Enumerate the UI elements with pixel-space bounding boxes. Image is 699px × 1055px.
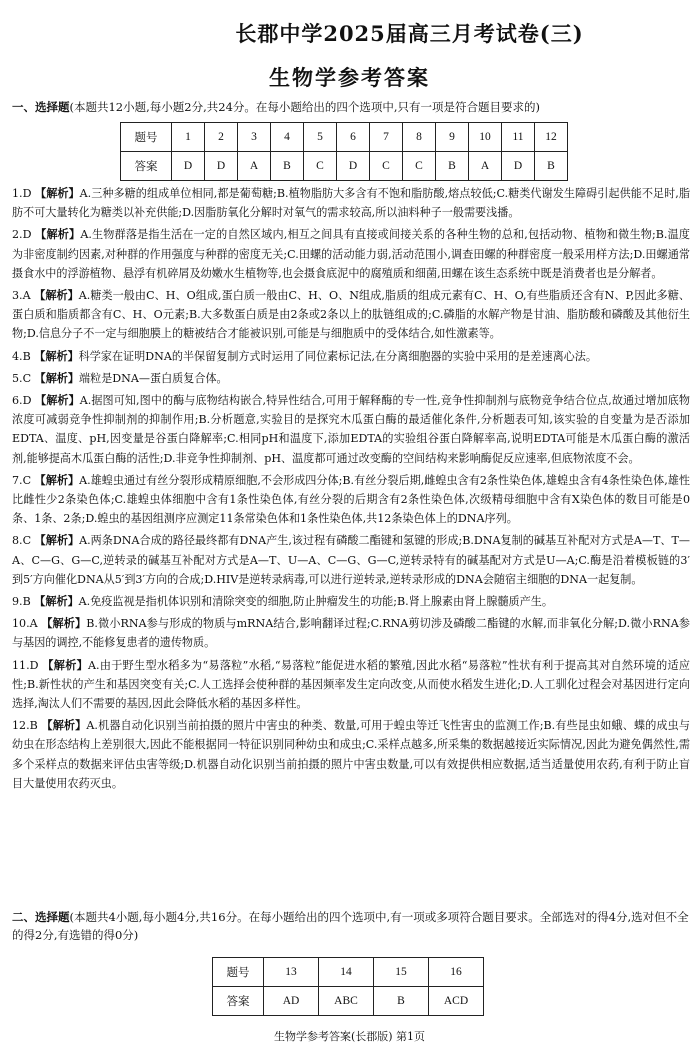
answer-row-label: 答案 (213, 987, 264, 1016)
analysis-tag: 【解析】 (34, 534, 80, 548)
q-number: 7 (370, 123, 403, 152)
answer-cell: ABC (319, 987, 374, 1016)
item-number: 10.A (12, 617, 38, 631)
explanation-item (12, 225, 690, 283)
explanation-item (12, 347, 690, 366)
item-text: A.生物群落是指生活在一定的自然区域内,相互之间具有直接或间接关系的各种生物的总和,包括动物、植物和微生物;B.温度为非密度制约因素,对种群的作用强度与种群的密度无关;C.田螺的活动能力弱,活动范围小,调查田螺的种群密度一般采用样方法;D.田螺通常摄食水中的浮游植物、悬浮有机碎屑及幼嫩水生植物等,也会摄食底泥中的腐殖质和细菌,田螺在该生态系统中既是消费者也是分解者。 (12, 228, 690, 280)
section2-heading-bold: 二、选择题 (12, 910, 70, 924)
explanation-item (12, 391, 690, 468)
number-row-label: 题号 (121, 123, 172, 152)
q-number: 1 (172, 123, 205, 152)
explanation-item (12, 286, 690, 344)
answer-cell: D (337, 152, 370, 181)
analysis-tag: 【解析】 (35, 228, 81, 242)
q-number: 5 (304, 123, 337, 152)
q-number: 16 (429, 958, 484, 987)
item-text: A.三种多糖的组成单位相同,都是葡萄糖;B.植物脂肪大多含有不饱和脂肪酸,熔点较低;C.糖类代谢发生障碍引起供能不足时,脂肪不可大量转化为糖类以补充供能;D.因脂肪氧化分解时对氧气的需求较高,所以油料种子一般需要浅播。 (12, 187, 690, 220)
answer-cell: B (271, 152, 304, 181)
section1-heading (12, 98, 690, 116)
item-number: 12.B (12, 719, 38, 733)
item-text: 科学家在证明DNA的半保留复制方式时运用了同位素标记法,在分离细胞器的实验中采用的是差速离心法。 (78, 349, 597, 363)
explanations-list (12, 184, 690, 796)
answer-cell: B (436, 152, 469, 181)
item-text: A.免疫监视是指机体识别和清除突变的细胞,防止肿瘤发生的功能;B.肾上腺素由肾上腺髓质产生。 (78, 595, 553, 609)
answer-cell: A (238, 152, 271, 181)
explanation-item (12, 369, 690, 388)
analysis-tag: 【解析】 (34, 289, 79, 303)
answer-cell: C (370, 152, 403, 181)
item-text: B.微小RNA参与形成的物质与mRNA结合,影响翻译过程;C.RNA剪切涉及磷酸二酯键的水解,而非氧化分解;D.微小RNA参与基因的调控,不能修复患者的遗传物质。 (12, 617, 690, 650)
answer-cell: D (205, 152, 238, 181)
analysis-tag: 【解析】 (35, 187, 80, 200)
item-text: A.糖类一般由C、H、O组成,蛋白质一般由C、H、O、N组成,脂质的组成元素有C、H、O,有些脂质还含有N、P,因此多糖、蛋白质和脂质都含有C、H、O元素;B.大多数蛋白质是由2条或2条以上的肽链组成的;C.磷脂的水解产物是甘油、脂肪酸和磷酸及其他衍生物;D.信息分子不一定与细胞膜上的糖被结合才能被识别,可能是与细胞质中的受体结合,如性激素等。 (12, 289, 690, 341)
explanation-item (12, 656, 690, 714)
q-number: 9 (436, 123, 469, 152)
item-text: A.由于野生型水稻多为“易落粒”水稻,“易落粒”能促进水稻的繁殖,因此水稻“易落粒”性状有利于提高其对自然环境的适应性;B.新性状的产生和基因突变有关;C.人工选择会使种群的基因频率发生定向改变,从而使水稻发生进化;D.人工驯化过程会对基因进行定向选择,淘汰人们不需要的基因,因此会降低水稻的基因多样性。 (12, 658, 690, 711)
page-footer: 生物学参考答案(长郡版) 第1页 (273, 1030, 426, 1043)
answer-cell: C (403, 152, 436, 181)
section2-answer-table (212, 957, 484, 1016)
section2-heading-rest: (本题共4小题,每小题4分,共16分。在每小题给出的四个选项中,有一项或多项符合题目要求。全部选对的得4分,选对但不全的得2分,有选错的得0分) (12, 910, 689, 942)
answer-cell: C (304, 152, 337, 181)
q-number: 4 (271, 123, 304, 152)
q-number: 6 (337, 123, 370, 152)
explanation-item (12, 531, 690, 589)
analysis-tag: 【解析】 (41, 719, 87, 733)
item-number: 11.D (12, 658, 39, 672)
item-number: 2.D (12, 228, 32, 242)
item-text: A.雄蝗虫通过有丝分裂形成精原细胞,不会形成四分体;B.有丝分裂后期,雌蝗虫含有2条性染色体,雄蝗虫含有4条性染色体,雄性比雌性少2条染色体;C.雄蝗虫体细胞中含有1条性染色体,有丝分裂的后期含有2条性染色体,次级精母细胞中含有X染色体的数目可能是0条、1条、2条;D.蝗虫的基因组测序应测定11条常染色体和1条性染色体,共12条染色体上的DNA序列。 (12, 473, 690, 526)
item-text: A.据图可知,图中的酶与底物结构嵌合,特异性结合,可用于解释酶的专一性,竞争性抑制剂与底物竞争结合位点,故通过增加底物浓度可减弱竞争性抑制剂的抑制作用;B.分析题意,实验目的是探究木瓜蛋白酶的最适催化条件,分析题表可知,该实验的自变量为是否添加EDTA、温度、pH,因变量是谷蛋白降解率;C.相同pH和温度下,添加EDTA的实验组谷蛋白降解率高,说明EDTA可能是木瓜蛋白酶的激活剂,能够提高木瓜蛋白酶的活性;D.非竞争性抑制剂、pH、温度都可通过改变酶的空间结构来影响酶促反应速率,但底物浓度不会。 (12, 394, 690, 465)
item-number: 8.C (12, 534, 32, 548)
q-number: 8 (403, 123, 436, 152)
explanation-item (12, 592, 690, 611)
answer-cell: D (172, 152, 205, 181)
explanation-item (12, 614, 690, 652)
q-number: 11 (502, 123, 535, 152)
analysis-tag: 【解析】 (34, 349, 79, 363)
q-number: 15 (374, 958, 429, 987)
explanation-item (12, 184, 690, 222)
analysis-tag: 【解析】 (34, 595, 79, 609)
answer-row-label: 答案 (121, 152, 172, 181)
analysis-tag: 【解析】 (34, 371, 79, 385)
item-number: 4.B (12, 349, 31, 363)
q-number: 12 (535, 123, 568, 152)
q-number: 10 (469, 123, 502, 152)
analysis-tag: 【解析】 (35, 394, 80, 408)
analysis-tag: 【解析】 (34, 473, 80, 487)
section2-heading (12, 908, 690, 944)
section1-heading-bold: 一、选择题 (12, 100, 70, 114)
q-number: 13 (264, 958, 319, 987)
answer-cell: D (502, 152, 535, 181)
answer-cell: ACD (429, 987, 484, 1016)
section2-answer-row (213, 987, 484, 1016)
q-number: 14 (319, 958, 374, 987)
item-number: 6.D (12, 394, 32, 408)
q-number: 2 (205, 123, 238, 152)
answer-cell: AD (264, 987, 319, 1016)
answer-cell: B (535, 152, 568, 181)
item-number: 1.D (12, 187, 32, 200)
item-number: 5.C (12, 371, 32, 385)
section1-number-row (121, 123, 568, 152)
item-text: A.机器自动化识别当前拍摄的照片中害虫的种类、数量,可用于蝗虫等迁飞性害虫的监测工作;B.有些昆虫如蛾、蝶的成虫与幼虫在形态结构上差别很大,因此不能根据同一特征识别同种幼虫和成虫;C.采样点越多,所采集的数据越接近实际情况,因此为避免偶然性,需多个采样点的数据来评估虫害等级;D.机器自动化识别当前拍摄的照片中害虫数量,可以有效提供相应数据,适当适量使用农药,有利于防止盲目大量使用农药灭虫。 (12, 719, 690, 790)
item-number: 3.A (12, 289, 31, 303)
number-row-label: 题号 (213, 958, 264, 987)
answer-cell: B (374, 987, 429, 1016)
item-number: 9.B (12, 595, 31, 609)
answer-key-subtitle: 生物学参考答案 (269, 65, 430, 90)
item-text: A.两条DNA合成的路径最终都有DNA产生,该过程有磷酸二酯键和氢键的形成;B.DNA复制的碱基互补配对方式是A—T、T—A、C—G、G—C,逆转录的碱基互补配对方式是A—T、U—A、C—G、G—C,逆转录特有的碱基配对方式是U—A;C.酶是沿着模板链的3′到5′方向催化DNA从5′到3′方向的合成;D.HIV是逆转录病毒,可以进行逆转录,逆转录形成的DNA会随宿主细胞的DNA一起复制。 (12, 534, 690, 586)
explanation-item (12, 471, 690, 529)
explanation-item (12, 716, 690, 793)
section1-answer-row (121, 152, 568, 181)
q-number: 3 (238, 123, 271, 152)
analysis-tag: 【解析】 (42, 658, 88, 672)
section1-heading-rest: (本题共12小题,每小题2分,共24分。在每小题给出的四个选项中,只有一项是符合题目要求的) (69, 100, 541, 114)
answer-cell: A (469, 152, 502, 181)
item-number: 7.C (12, 473, 32, 487)
exam-title: 长郡中学2025届高三月考试卷(三) (235, 21, 584, 46)
section1-answer-table (120, 122, 568, 181)
section2-number-row (213, 958, 484, 987)
item-text: 端粒是DNA—蛋白质复合体。 (79, 371, 228, 385)
analysis-tag: 【解析】 (41, 617, 87, 631)
